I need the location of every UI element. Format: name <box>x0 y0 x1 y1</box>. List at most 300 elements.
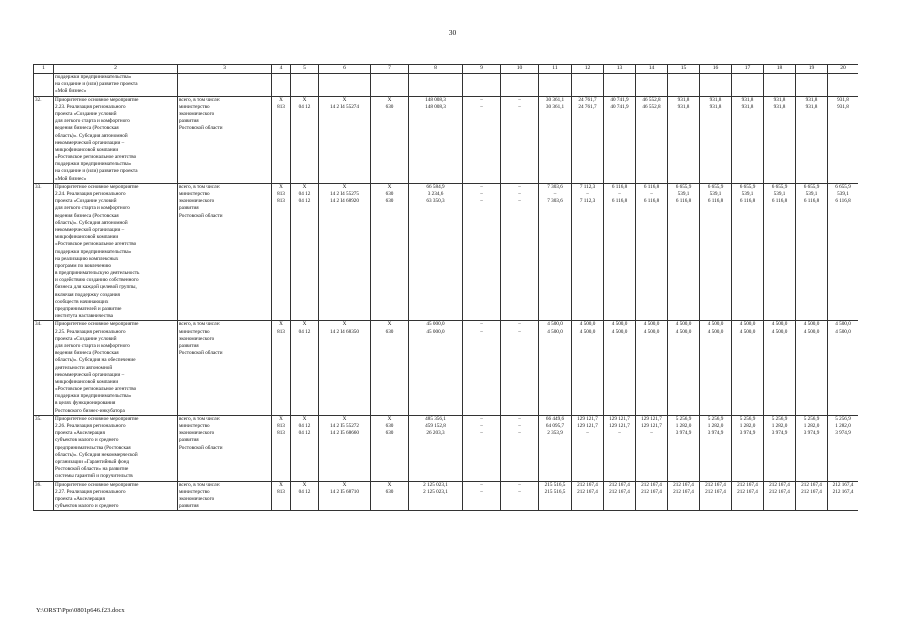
value-cell-c7-line: 630 <box>385 488 394 495</box>
value-cell-c19-line: 1 282,0 <box>803 423 820 429</box>
row-number-cell: 35. <box>34 415 54 481</box>
value-cell-c17-line: 3 974,9 <box>739 430 756 437</box>
value-cell-c4-line: 813 <box>277 198 285 205</box>
value-cell-c10 <box>501 74 539 97</box>
value-cell-c19-line: 6 655,9 <box>803 183 820 190</box>
value-cell-c18 <box>764 415 796 481</box>
value-cell-c10-line: – <box>518 183 521 190</box>
value-cell-c12-line: 212 167,4 <box>577 488 598 495</box>
value-cell-c18-line: 4 500,0 <box>771 328 788 335</box>
value-cell-c10-line: – <box>518 488 521 495</box>
value-cell-c12 <box>572 96 604 183</box>
header-cell: 6 <box>319 65 371 74</box>
header-cell: 15 <box>668 65 700 74</box>
header-cell: 4 <box>272 65 291 74</box>
value-cell-c8-line: 63 350,3 <box>426 198 445 205</box>
value-cell-c14-line: 212 167,4 <box>641 481 662 488</box>
value-cell-c13-line: 6 116,8 <box>611 183 628 190</box>
measure-name-cell-line: микрофинансовой компании <box>55 378 119 385</box>
value-cell-c7 <box>371 96 409 183</box>
value-cell-c6-line: X <box>342 321 347 328</box>
value-cell-c4 <box>272 415 291 481</box>
value-cell-c17-line: 6 116,8 <box>739 198 756 205</box>
value-cell-c8 <box>409 74 463 97</box>
table-row <box>34 481 859 511</box>
value-cell-c19 <box>796 74 828 97</box>
value-cell-c11-line: 30 361,1 <box>545 96 565 103</box>
executor-cell-line: министерство <box>179 103 210 110</box>
value-cell-c9-line: – <box>480 488 483 495</box>
value-cell-c18-line: 6 655,9 <box>771 183 788 190</box>
measure-name-cell-line: проекта «Акселерация <box>55 495 105 502</box>
value-cell-c18-line: 1 282,0 <box>771 423 788 429</box>
value-cell-c4-line: 813 <box>277 430 285 437</box>
measure-name-cell-line: 2.27. Реализация регионального <box>55 488 126 495</box>
value-cell-c14-line: 4 500,0 <box>643 321 660 328</box>
value-cell-c16-line: 3 974,9 <box>707 430 724 437</box>
measure-name-cell-line: область)». Субсидия автономной <box>55 132 128 139</box>
measure-name-cell <box>54 481 178 511</box>
header-cell: 12 <box>572 65 604 74</box>
value-cell-c14-line: 6 116,8 <box>643 198 660 205</box>
value-cell-c12-line: 4 500,0 <box>579 321 596 328</box>
value-cell-c7-line: 630 <box>385 198 394 205</box>
value-cell-c5 <box>291 481 319 511</box>
value-cell-c20-line: 931,8 <box>837 96 849 103</box>
value-cell-c9 <box>463 415 501 481</box>
value-cell-c17 <box>732 481 764 511</box>
measure-name-cell-line: Приоритетное основное мероприятие <box>55 96 139 103</box>
value-cell-c9 <box>463 74 501 97</box>
value-cell-c7-line: 630 <box>385 103 394 110</box>
value-cell-c18-line: 931,8 <box>773 96 786 103</box>
value-cell-c20-line: 212 167,4 <box>832 481 854 488</box>
value-cell-c11 <box>539 481 572 511</box>
value-cell-c10-line: – <box>518 96 521 103</box>
executor-cell-line: министерство <box>179 328 210 335</box>
measure-name-cell-line: Приоритетное основное мероприятие <box>55 321 139 328</box>
value-cell-c17 <box>732 321 764 415</box>
value-cell-c13-line: 40 741,9 <box>610 103 629 110</box>
value-cell-c7 <box>371 481 409 511</box>
value-cell-c12-line: – <box>586 430 589 437</box>
value-cell-c18-line: 5 256,9 <box>771 415 788 422</box>
header-cell: 5 <box>291 65 319 74</box>
value-cell-c11-line: 7 303,6 <box>547 198 563 205</box>
value-cell-c13 <box>604 74 636 97</box>
value-cell-c16-line: 4 500,0 <box>707 328 724 335</box>
value-cell-c6 <box>319 96 371 183</box>
value-cell-c18-line: 212 167,4 <box>769 488 790 495</box>
value-cell-c5 <box>291 321 319 415</box>
executor-cell-line: развития <box>179 118 199 125</box>
value-cell-c10 <box>501 415 539 481</box>
executor-cell-line: всего, в том числе: <box>179 321 221 328</box>
measure-name-cell-line: область)». Субсидия на обеспечение <box>55 357 136 364</box>
measure-name-cell <box>54 96 178 183</box>
measure-name-cell-line: область)». Субсидия некоммерческой <box>55 451 138 458</box>
value-cell-c13-line: – <box>618 430 621 437</box>
measure-name-cell-line: деятельности автономной <box>55 364 113 371</box>
value-cell-c5-line: X <box>302 415 307 422</box>
value-cell-c15-line: 931,8 <box>677 96 690 103</box>
value-cell-c12-line: 4 500,0 <box>579 328 596 335</box>
header-cell: 8 <box>409 65 463 74</box>
header-cell: 1 <box>34 65 54 74</box>
value-cell-c12-line: – <box>586 191 589 197</box>
value-cell-c8-line: 66 584,9 <box>426 183 445 190</box>
value-cell-c12-line: 24 761,7 <box>578 103 597 110</box>
value-cell-c6 <box>319 321 371 415</box>
value-cell-c11-line: 4 500,0 <box>547 328 563 335</box>
value-cell-c6 <box>319 183 371 321</box>
value-cell-c19-line: 212 167,4 <box>801 481 822 488</box>
measure-name-cell-line: 2.23. Реализация регионального <box>55 103 126 110</box>
value-cell-c9-line: – <box>480 328 483 335</box>
measure-name-cell-line: бизнеса для каждой целевой группы, <box>55 284 137 291</box>
value-cell-c14-line: 46 552,8 <box>642 103 661 110</box>
value-cell-c20-line: 3 974,9 <box>835 430 851 437</box>
value-cell-c16 <box>700 96 732 183</box>
value-cell-c4 <box>272 74 291 97</box>
value-cell-c5-line: 04 12 <box>298 328 311 335</box>
measure-name-cell-line: некоммерческой организации – <box>55 371 125 378</box>
value-cell-c4-line: X <box>279 481 283 488</box>
value-cell-c16-line: 539,1 <box>709 191 722 197</box>
value-cell-c5 <box>291 96 319 183</box>
value-cell-c6 <box>319 415 371 481</box>
value-cell-c20 <box>828 415 859 481</box>
value-cell-c6 <box>319 74 371 97</box>
value-cell-c13-line: 129 121,7 <box>609 423 630 429</box>
value-cell-c7-line: 630 <box>385 423 394 429</box>
value-cell-c15-line: 6 116,8 <box>675 198 692 205</box>
value-cell-c9 <box>463 321 501 415</box>
value-cell-c17-line: 1 282,0 <box>739 423 756 429</box>
value-cell-c9-line: – <box>480 423 483 429</box>
value-cell-c8-line: 45 000,0 <box>426 328 445 335</box>
measure-name-cell-line: микрофинансовой компании <box>55 146 119 153</box>
measure-name-cell-line: предпринимательства (Ростовская <box>55 444 131 451</box>
value-cell-c9 <box>463 183 501 321</box>
measure-name-cell-line: ведения бизнеса (Ростовская <box>55 212 119 219</box>
measure-name-cell-line: 2.25. Реализация регионального <box>55 328 126 335</box>
value-cell-c11-line: 2 353,9 <box>547 430 563 437</box>
value-cell-c16-line: 212 167,4 <box>705 481 726 488</box>
header-row <box>34 65 859 74</box>
measure-name-cell-line: сообществ начинающих <box>55 298 109 305</box>
measure-name-cell-line: для легкого старта и комфортного <box>55 118 130 125</box>
value-cell-c7 <box>371 321 409 415</box>
value-cell-c15 <box>668 415 700 481</box>
value-cell-c15-line: 4 500,0 <box>675 328 692 335</box>
executor-cell-line: всего, в том числе: <box>179 183 221 190</box>
value-cell-c16 <box>700 74 732 97</box>
executor-cell-line: развития <box>179 437 199 444</box>
value-cell-c10 <box>501 481 539 511</box>
measure-name-cell-line: и содействию созданию собственного <box>55 277 139 284</box>
value-cell-c10-line: – <box>518 423 521 429</box>
measure-name-cell-line: поддержки предпринимательства» <box>55 393 132 400</box>
value-cell-c15-line: 5 256,9 <box>675 415 692 422</box>
value-cell-c10-line: – <box>518 198 521 205</box>
value-cell-c15-line: 1 282,0 <box>675 423 692 429</box>
value-cell-c14 <box>636 74 668 97</box>
table-row <box>34 74 859 97</box>
value-cell-c11-line: – <box>553 191 557 197</box>
measure-name-cell-line: включая поддержку создания <box>55 291 120 298</box>
value-cell-c9-line: – <box>480 96 483 103</box>
value-cell-c15-line: 212 167,4 <box>673 488 694 495</box>
value-cell-c7-line: X <box>387 96 392 103</box>
measure-name-cell-line: область)». Субсидия автономной <box>55 219 128 226</box>
value-cell-c13-line: 4 500,0 <box>611 321 628 328</box>
row-number-cell <box>34 74 54 97</box>
value-cell-c16 <box>700 415 732 481</box>
value-cell-c17-line: 212 167,4 <box>737 488 758 495</box>
value-cell-c6-line: X <box>342 96 347 103</box>
value-cell-c12-line: 129 121,7 <box>577 415 598 422</box>
value-cell-c9 <box>463 96 501 183</box>
value-cell-c5 <box>291 415 319 481</box>
value-cell-c17 <box>732 96 764 183</box>
value-cell-c16 <box>700 481 732 511</box>
row-number-cell: 32. <box>34 96 54 183</box>
value-cell-c5 <box>291 74 319 97</box>
value-cell-c8-line: 2 125 023,1 <box>423 488 448 495</box>
value-cell-c12 <box>572 481 604 511</box>
executor-cell-line: Ростовской области <box>179 444 223 451</box>
value-cell-c6-line: 14 2 I5 68660 <box>330 430 359 437</box>
header-cell: 20 <box>828 65 859 74</box>
value-cell-c6-line: 14 2 I4 68350 <box>330 328 359 335</box>
value-cell-c7-line: X <box>387 415 392 422</box>
value-cell-c14 <box>636 321 668 415</box>
measure-name-cell-line: проекта «Акселерация <box>55 430 105 437</box>
value-cell-c18-line: 539,1 <box>773 191 786 197</box>
measure-name-cell-line: проекта «Создание условий <box>55 110 117 117</box>
measure-name-cell-line: проекта «Создание условий <box>55 198 117 205</box>
value-cell-c8 <box>409 321 463 415</box>
value-cell-c15 <box>668 96 700 183</box>
value-cell-c15-line: 539,1 <box>677 191 690 197</box>
value-cell-c10-line: – <box>518 328 521 335</box>
value-cell-c7 <box>371 183 409 321</box>
measure-name-cell-line: Приоритетное основное мероприятие <box>55 415 139 422</box>
value-cell-c5-line: 04 12 <box>298 103 311 110</box>
value-cell-c14-line: 46 552,8 <box>642 96 661 103</box>
value-cell-c19 <box>796 415 828 481</box>
measure-name-cell-line: Ростовского бизнес-инкубатора <box>55 407 125 414</box>
measure-name-cell-line: некоммерческой организации – <box>55 226 125 233</box>
header-cell: 3 <box>178 65 272 74</box>
value-cell-c4 <box>272 321 291 415</box>
value-cell-c4-line: 813 <box>277 191 285 197</box>
table-body <box>34 65 859 511</box>
value-cell-c14-line: 129 121,7 <box>641 423 662 429</box>
value-cell-c20-line: 5 256,9 <box>835 415 851 422</box>
value-cell-c19-line: 539,1 <box>805 191 818 197</box>
value-cell-c7-line: 630 <box>385 430 394 437</box>
value-cell-c11-line: 215 516,5 <box>544 488 566 495</box>
value-cell-c17-line: 539,1 <box>741 191 754 197</box>
value-cell-c15-line: 4 500,0 <box>675 321 692 328</box>
value-cell-c11 <box>539 321 572 415</box>
header-cell: 14 <box>636 65 668 74</box>
value-cell-c11 <box>539 183 572 321</box>
value-cell-c10-line: – <box>518 191 521 197</box>
value-cell-c12-line: 129 121,7 <box>577 423 598 429</box>
value-cell-c16-line: 212 167,4 <box>705 488 726 495</box>
value-cell-c5-line: X <box>302 321 307 328</box>
value-cell-c13-line: – <box>618 191 621 197</box>
value-cell-c14 <box>636 96 668 183</box>
measure-name-cell-line: для легкого старта и комфортного <box>55 205 130 212</box>
measure-name-cell-line: для легкого старта и комфортного <box>55 342 130 349</box>
value-cell-c16 <box>700 183 732 321</box>
executor-cell-line: министерство <box>179 488 210 495</box>
value-cell-c10-line: – <box>518 415 521 422</box>
value-cell-c19-line: 212 167,4 <box>801 488 822 495</box>
value-cell-c17-line: 931,8 <box>741 103 754 110</box>
header-cell: 13 <box>604 65 636 74</box>
executor-cell-line: экономического <box>179 198 215 205</box>
value-cell-c6-line: 14 2 I5 68710 <box>330 488 359 495</box>
value-cell-c11 <box>539 96 572 183</box>
value-cell-c4-line: X <box>279 96 283 103</box>
value-cell-c12 <box>572 183 604 321</box>
value-cell-c12-line: 24 761,7 <box>578 96 597 103</box>
value-cell-c19-line: 4 500,0 <box>803 321 820 328</box>
value-cell-c20 <box>828 481 859 511</box>
value-cell-c16-line: 6 655,9 <box>707 183 724 190</box>
value-cell-c14 <box>636 481 668 511</box>
value-cell-c5-line: 04 12 <box>298 488 311 495</box>
value-cell-c11-line: 7 303,6 <box>547 183 563 190</box>
value-cell-c20 <box>828 183 859 321</box>
value-cell-c6-line: X <box>342 183 347 190</box>
value-cell-c4-line: X <box>279 183 283 190</box>
value-cell-c4-line: 813 <box>277 103 285 110</box>
value-cell-c17-line: 4 500,0 <box>739 328 756 335</box>
measure-name-cell-line: в предпринимательскую деятельность <box>55 270 140 277</box>
value-cell-c9 <box>463 481 501 511</box>
value-cell-c19 <box>796 321 828 415</box>
value-cell-c16-line: 1 282,0 <box>707 423 724 429</box>
page-number: 30 <box>448 28 457 37</box>
measure-name-cell-line: субъектов малого и среднего <box>55 437 119 444</box>
value-cell-c13 <box>604 481 636 511</box>
value-cell-c19-line: 3 974,9 <box>803 430 820 437</box>
row-number-cell: 34. <box>34 321 54 415</box>
executor-cell-line: экономического <box>179 430 215 437</box>
measure-name-cell-line: микрофинансовой компании <box>55 234 119 241</box>
value-cell-c20-line: 6 116,8 <box>835 198 851 205</box>
value-cell-c10-line: – <box>518 321 521 328</box>
footer-file-path: Y:\ORST\Ppo\0801p646.f23.docx <box>36 607 125 614</box>
value-cell-c18 <box>764 321 796 415</box>
value-cell-c16-line: 931,8 <box>709 96 722 103</box>
value-cell-c19-line: 931,8 <box>805 96 818 103</box>
value-cell-c13-line: 6 116,8 <box>611 198 628 205</box>
value-cell-c11-line: 66 449,6 <box>545 415 565 422</box>
value-cell-c13 <box>604 321 636 415</box>
value-cell-c10 <box>501 183 539 321</box>
measure-name-cell-line: некоммерческой организации – <box>55 139 125 146</box>
table-row <box>34 183 859 321</box>
value-cell-c20-line: 212 167,4 <box>832 488 854 495</box>
value-cell-c14 <box>636 183 668 321</box>
measure-name-cell-line: «Ростовское региональное агентство <box>55 386 137 393</box>
value-cell-c6-line: X <box>342 415 347 422</box>
value-cell-c11-line: 215 516,5 <box>544 481 566 488</box>
value-cell-c15 <box>668 74 700 97</box>
value-cell-c14-line: – <box>650 191 653 197</box>
value-cell-c16-line: 6 116,8 <box>707 198 724 205</box>
value-cell-c4-line: X <box>279 415 283 422</box>
executor-cell <box>178 96 272 183</box>
executor-cell-line: Ростовской области <box>179 125 223 132</box>
value-cell-c12-line: 212 167,4 <box>577 481 598 488</box>
value-cell-c6-line: 14 2 I4 68920 <box>330 198 359 205</box>
value-cell-c8-line: 3 234,6 <box>427 191 444 197</box>
value-cell-c18-line: 4 500,0 <box>771 321 788 328</box>
table-row <box>34 321 859 415</box>
value-cell-c8-line: 2 125 023,1 <box>423 481 448 488</box>
header-cell: 16 <box>700 65 732 74</box>
value-cell-c5-line: 04 12 <box>298 198 311 205</box>
measure-name-cell-line: в целях функционирования <box>55 400 116 407</box>
value-cell-c8 <box>409 96 463 183</box>
executor-cell-line: экономического <box>179 110 215 117</box>
value-cell-c12-line: 7 112,3 <box>579 198 596 205</box>
measure-name-cell <box>54 321 178 415</box>
value-cell-c20-line: 931,8 <box>837 103 849 110</box>
value-cell-c14-line: 212 167,4 <box>641 488 662 495</box>
value-cell-c18-line: 6 116,8 <box>771 198 788 205</box>
value-cell-c13-line: 212 167,4 <box>609 481 630 488</box>
measure-name-cell-line: института наставничества <box>55 313 113 320</box>
value-cell-c5-line: X <box>302 481 307 488</box>
measure-name-cell-line: «Мой бизнес» <box>55 175 87 182</box>
value-cell-c6-line: 14 2 I4 55274 <box>330 103 359 110</box>
value-cell-c9-line: – <box>480 103 483 110</box>
value-cell-c13-line: 40 741,9 <box>610 96 629 103</box>
measure-name-cell-line: субъектов малого и среднего <box>55 503 119 510</box>
value-cell-c18-line: 212 167,4 <box>769 481 790 488</box>
value-cell-c8 <box>409 415 463 481</box>
value-cell-c8 <box>409 183 463 321</box>
measure-name-cell-line: на создание и (или) развитие проекта <box>55 81 138 88</box>
executor-cell <box>178 415 272 481</box>
executor-cell-line: развития <box>179 503 199 510</box>
value-cell-c17-line: 6 655,9 <box>739 183 756 190</box>
measure-name-cell-line: 2.26. Реализация регионального <box>55 423 126 429</box>
value-cell-c14-line: 129 121,7 <box>641 415 662 422</box>
value-cell-c11-line: 4 500,0 <box>547 321 563 328</box>
measure-name-cell-line: проекта «Создание условий <box>55 335 117 342</box>
executor-cell-line: всего, в том числе: <box>179 415 221 422</box>
value-cell-c18 <box>764 481 796 511</box>
header-cell: 2 <box>54 65 178 74</box>
value-cell-c6-line: 14 2 I5 55272 <box>330 423 359 429</box>
value-cell-c15-line: 3 974,9 <box>675 430 692 437</box>
value-cell-c4-line: 813 <box>277 328 285 335</box>
measure-name-cell-line: Приоритетное основное мероприятие <box>55 183 139 190</box>
measure-name-cell-line: предпринимателей и развитие <box>55 306 122 312</box>
value-cell-c14 <box>636 415 668 481</box>
value-cell-c20-line: 1 282,0 <box>835 423 851 429</box>
